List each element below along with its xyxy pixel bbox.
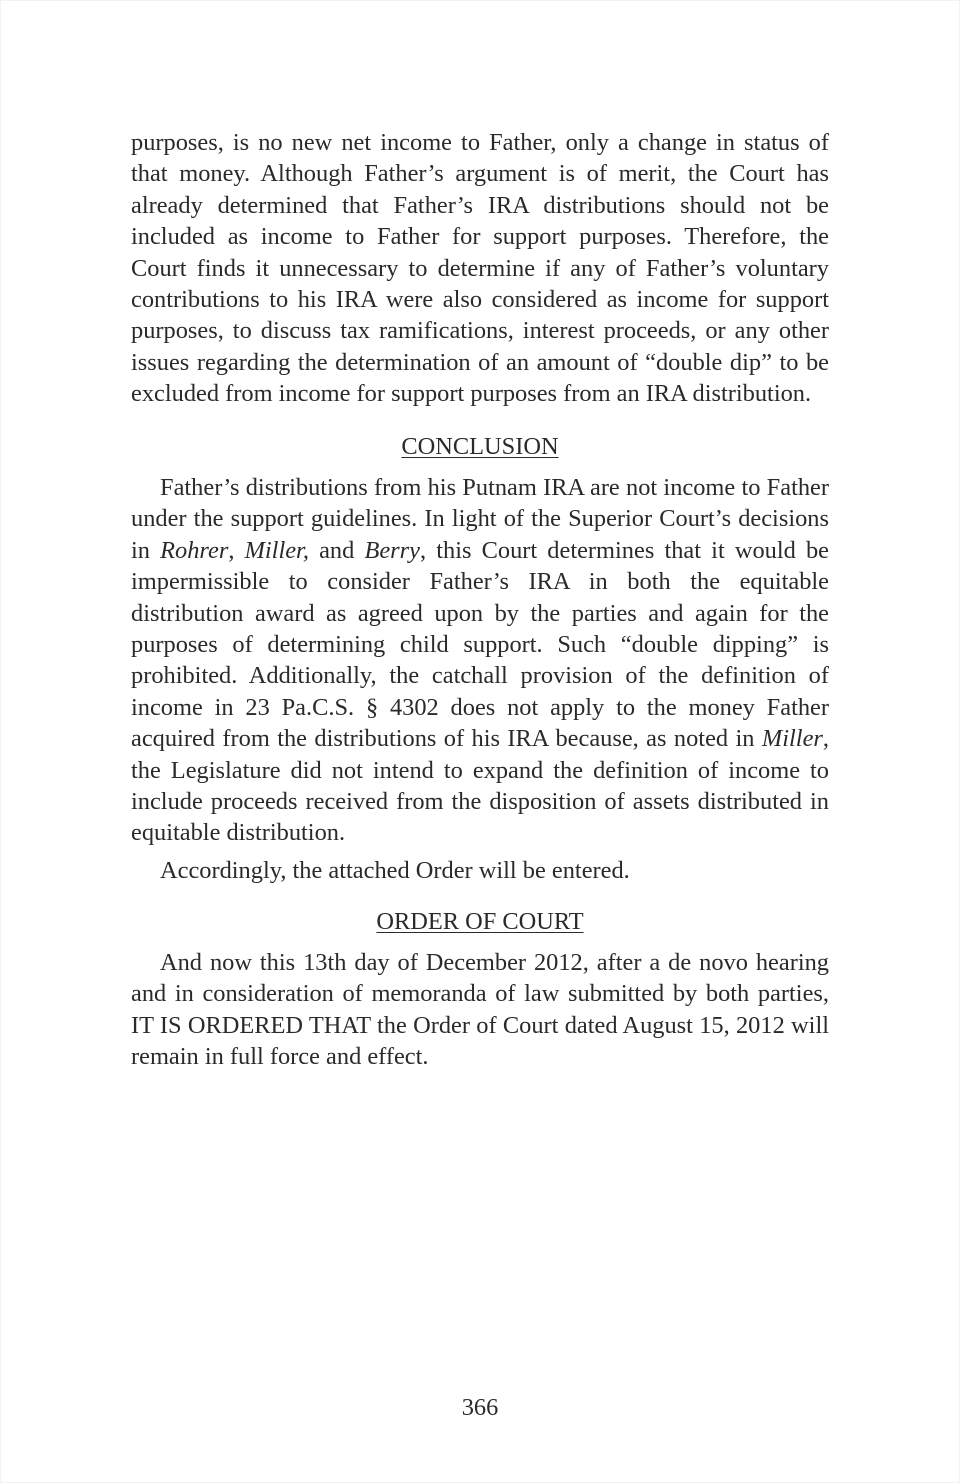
order-paragraph: And now this 13th day of December 2012, after a de novo hearing and in consideration of memoranda of law submitted by both parties, IT IS ORDERED THAT the Order of Court dated August 15, 2012 will remain in full force and effect. bbox=[131, 949, 829, 1071]
conclusion-text-part-1: Father’s distributions from his Putnam IRA are not income to Father under the support guidelines. In light of the Superior Court’s decisions in bbox=[131, 474, 829, 564]
case-separator: and bbox=[308, 536, 365, 564]
section-heading-conclusion: CONCLUSION bbox=[401, 433, 559, 460]
conclusion-paragraph bbox=[131, 472, 829, 849]
case-separator: , bbox=[228, 536, 245, 564]
case-name-berry: Berry bbox=[364, 536, 420, 564]
case-name-miller-second: Miller bbox=[761, 725, 823, 753]
case-name-rohrer: Rohrer bbox=[160, 536, 229, 564]
section-heading-order-of-court: ORDER OF COURT bbox=[376, 908, 584, 935]
conclusion-text-part-2: , this Court determines that it would be impermissible to consider Father’s IRA in both the equitable distribution award as agreed upon by the parties and again for the purposes of determining child support. Such “double dipping” is prohibited. Additionally, the catchall provision of the definition of income in 23 Pa.C.S. § 4302 does not apply to the money Father acquired from the distributions of his IRA because, as noted in bbox=[131, 536, 829, 753]
page-number: 366 bbox=[461, 1394, 499, 1421]
case-name-miller: Miller, bbox=[244, 536, 309, 564]
body-paragraph-continuation: purposes, is no new net income to Father, only a change in status of that money. Although Father’s argument is of merit, the Court has already determined that Father’s IRA distributions should not be included as income to Father for support purposes. Therefore, the Court finds it unnecessary to determine if any of Father’s voluntary contributions to his IRA were also considered as income for support purposes, to discuss tax ramifications, interest proceeds, or any other issues regarding the determination of an amount of “double dip” to be excluded from income for support purposes from an IRA distribution. bbox=[131, 129, 829, 408]
conclusion-text-part-3: , the Legislature did not intend to expand the definition of income to include proceeds received from the disposition of assets distributed in equitable distribution. bbox=[131, 725, 829, 847]
accordingly-paragraph: Accordingly, the attached Order will be entered. bbox=[160, 857, 630, 884]
